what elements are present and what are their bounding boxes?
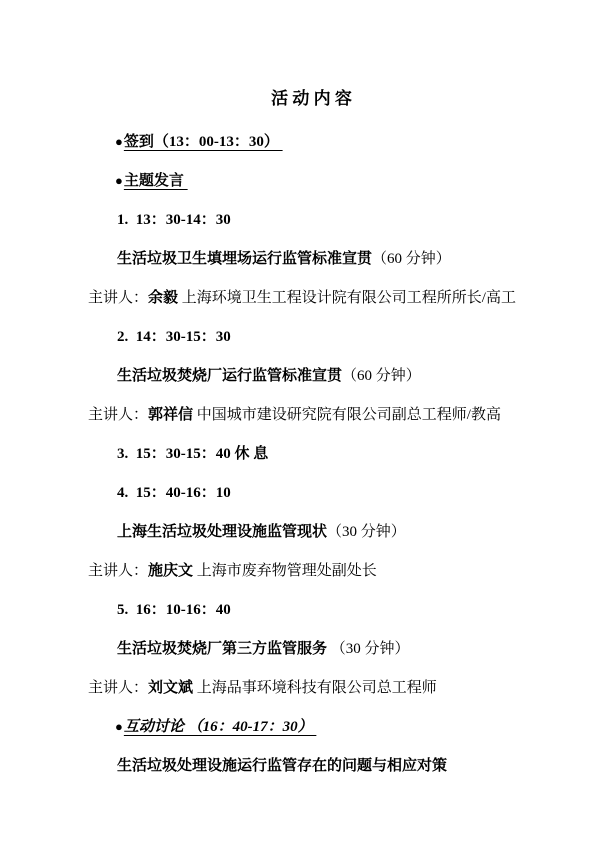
session-duration-text: （60 分钟） — [372, 250, 451, 267]
session-2-time — [0, 317, 601, 356]
session-duration-text: （30 分钟） — [330, 640, 410, 657]
session-3-break — [0, 434, 601, 473]
session-time-text: 1. 13：30-14：30 — [117, 211, 231, 228]
session-time-text: 3. 15：30-15：40 休 息 — [117, 445, 269, 462]
session-1-time — [0, 200, 601, 239]
signin-label: 签到（13：00-13：30） — [123, 133, 283, 150]
session-5-time — [0, 590, 601, 629]
keynote-label: 主题发言 — [123, 172, 188, 189]
session-time-text: 4. 15：40-16：10 — [117, 484, 231, 501]
agenda-body — [0, 122, 601, 785]
speaker-name: 刘文斌 — [148, 679, 194, 696]
bullet-icon: ● — [115, 133, 123, 149]
bullet-icon: ● — [115, 718, 123, 734]
speaker-label: 主讲人： — [88, 406, 149, 423]
session-4-topic — [0, 512, 601, 551]
discussion-topic-text: 生活垃圾处理设施运行监管存在的问题与相应对策 — [117, 757, 448, 774]
bullet-icon: ● — [115, 172, 123, 188]
session-topic-text: 上海生活垃圾处理设施监管现状 — [117, 523, 328, 540]
session-duration-text: （30 分钟） — [327, 523, 406, 540]
session-1-speaker — [0, 278, 601, 317]
session-topic-text: 生活垃圾焚烧厂第三方监管服务 — [117, 640, 331, 657]
session-5-speaker — [0, 668, 601, 707]
session-2-speaker — [0, 395, 601, 434]
session-time-text: 2. 14：30-15：30 — [117, 328, 231, 345]
agenda-item-discussion — [0, 707, 601, 746]
speaker-label: 主讲人： — [88, 289, 149, 306]
session-4-speaker — [0, 551, 601, 590]
session-5-topic — [0, 629, 601, 668]
session-4-time — [0, 473, 601, 512]
speaker-label: 主讲人： — [88, 562, 149, 579]
discussion-topic — [0, 746, 601, 785]
agenda-item-keynote-header — [0, 161, 601, 200]
session-1-topic — [0, 239, 601, 278]
speaker-affiliation: 上海环境卫生工程设计院有限公司工程所所长/高工 — [178, 289, 516, 306]
speaker-name: 施庆文 — [148, 562, 194, 579]
discussion-label: 互动讨论 （16：40-17：30） — [123, 718, 317, 735]
session-time-text: 5. 16：10-16：40 — [117, 601, 231, 618]
session-2-topic — [0, 356, 601, 395]
agenda-item-signin — [0, 122, 601, 161]
session-duration-text: （60 分钟） — [342, 367, 421, 384]
session-topic-text: 生活垃圾焚烧厂运行监管标准宣贯 — [117, 367, 343, 384]
speaker-affiliation: 上海市废弃物管理处副处长 — [193, 562, 377, 579]
speaker-name: 郭祥信 — [148, 406, 194, 423]
speaker-name: 余毅 — [148, 289, 179, 306]
session-topic-text: 生活垃圾卫生填埋场运行监管标准宣贯 — [117, 250, 373, 267]
speaker-affiliation: 上海品事环境科技有限公司总工程师 — [193, 679, 437, 696]
document-title: 活 动 内 容 — [271, 89, 352, 108]
speaker-affiliation: 中国城市建设研究院有限公司副总工程师/教高 — [193, 406, 501, 423]
speaker-label: 主讲人： — [88, 679, 149, 696]
